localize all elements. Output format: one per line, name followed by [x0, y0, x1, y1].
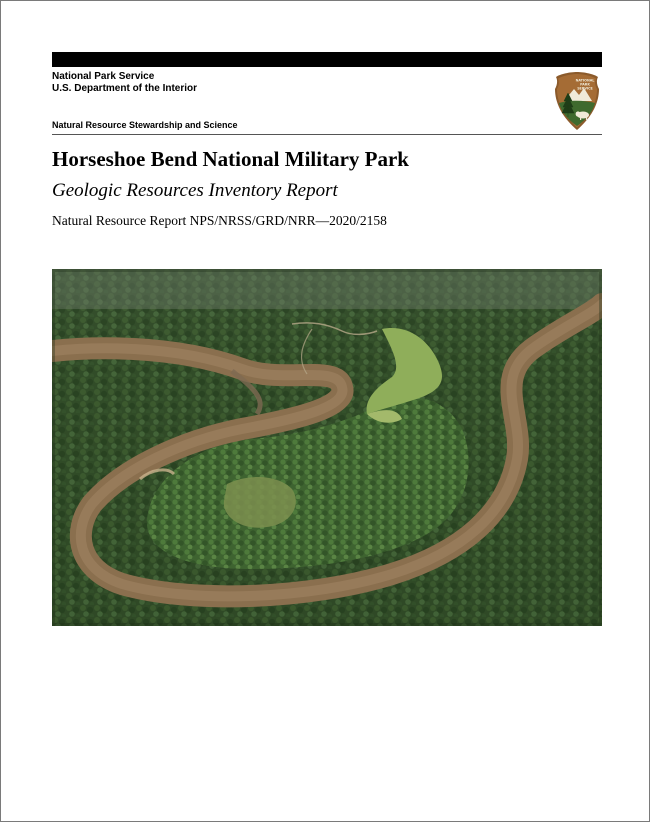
svg-text:SERVICE: SERVICE — [577, 86, 593, 91]
department-name: U.S. Department of the Interior — [52, 83, 198, 94]
division-name: Natural Resource Stewardship and Science — [52, 120, 238, 130]
report-subtitle: Geologic Resources Inventory Report — [52, 180, 338, 201]
agency-name: National Park Service — [52, 71, 155, 82]
header-divider — [52, 134, 602, 135]
report-title: Horseshoe Bend National Military Park — [52, 147, 409, 171]
svg-text:PARK: PARK — [580, 82, 590, 87]
header-black-bar — [52, 52, 602, 67]
aerial-river-bend-photo — [52, 269, 602, 626]
svg-text:NATIONAL: NATIONAL — [575, 78, 595, 83]
report-number: Natural Resource Report NPS/NRSS/GRD/NRR—2020/2158 — [52, 213, 387, 228]
nps-arrowhead-icon — [554, 71, 600, 131]
